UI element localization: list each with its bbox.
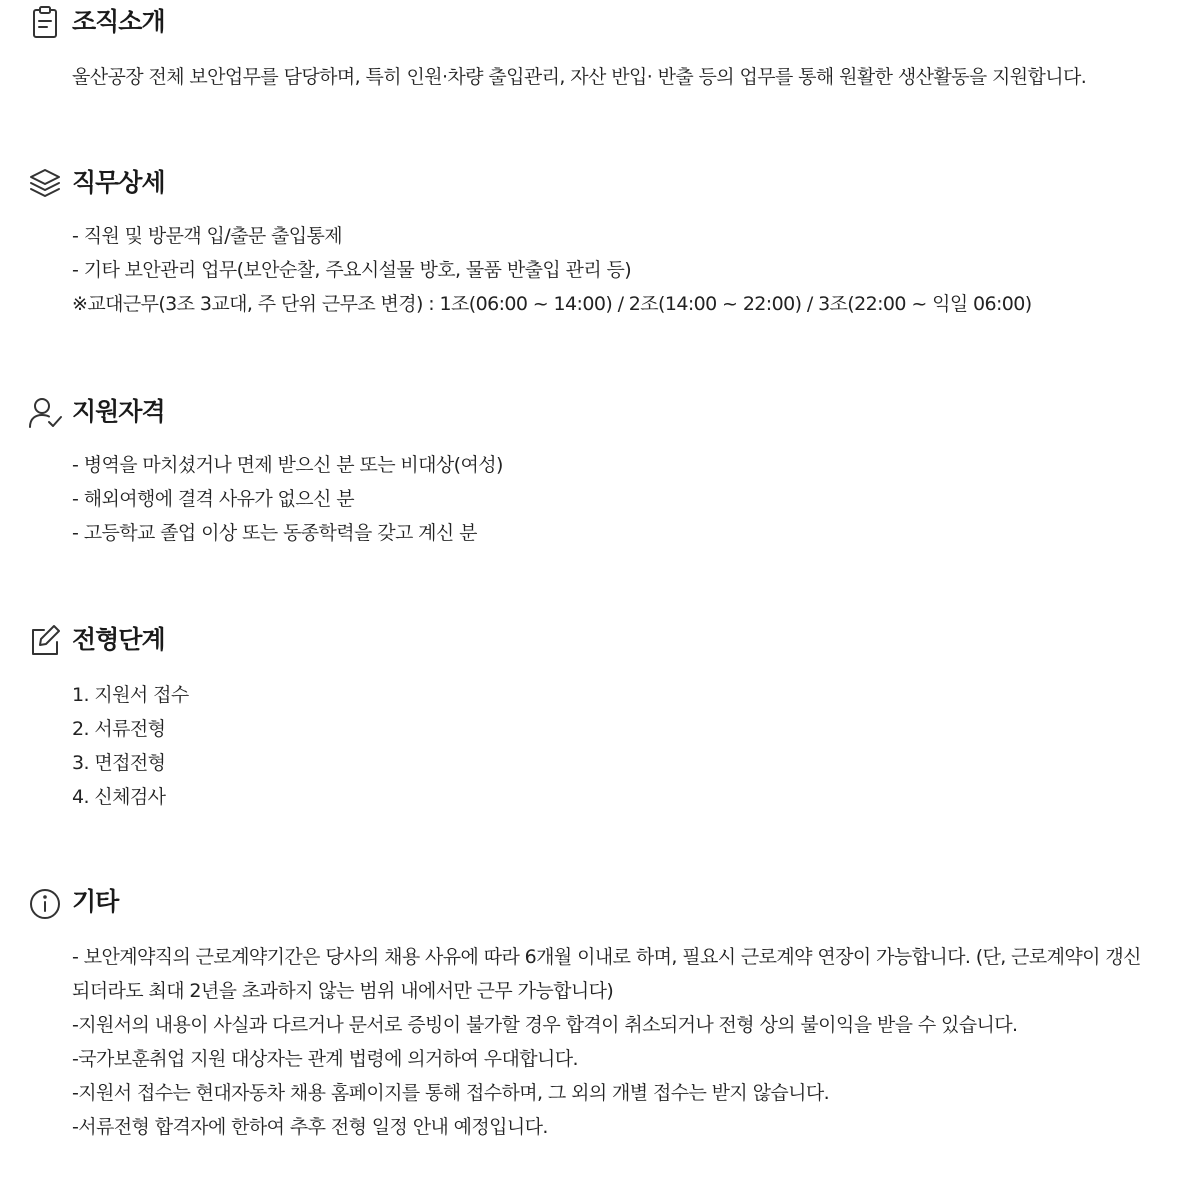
layers-icon <box>27 165 63 201</box>
section-header <box>0 163 1177 203</box>
body-line: - 기타 보안관리 업무(보안순찰, 주요시설물 방호, 물품 반출입 관리 등) <box>72 259 632 281</box>
body-line: - 해외여행에 결격 사유가 없으신 분 <box>72 488 355 510</box>
step-item: 2. 서류전형 <box>72 718 166 740</box>
edit-icon <box>27 622 63 658</box>
section-body <box>72 219 1157 321</box>
section-body <box>72 448 1157 550</box>
section-header <box>0 392 1177 432</box>
section-body <box>72 678 1157 814</box>
body-line: 울산공장 전체 보안업무를 담당하며, 특히 인원·차량 출입관리, 자산 반입· 반출 등의 업무를 통해 원활한 생산활동을 지원합니다. <box>72 66 1087 88</box>
section-header <box>0 882 1177 922</box>
section-header <box>0 620 1177 660</box>
section-qualification <box>0 392 1177 544</box>
section-body <box>72 940 1142 1144</box>
clipboard-icon <box>27 4 63 40</box>
step-item: 1. 지원서 접수 <box>72 684 189 706</box>
step-item: 3. 면접전형 <box>72 752 166 774</box>
body-line: -서류전형 합격자에 한하여 추후 전형 일정 안내 예정입니다. <box>72 1116 548 1138</box>
body-line: - 고등학교 졸업 이상 또는 동종학력을 갖고 계신 분 <box>72 522 477 544</box>
section-body <box>72 60 1157 94</box>
section-job-detail <box>0 163 1177 315</box>
section-etc <box>0 882 1177 1138</box>
section-header <box>0 2 1177 42</box>
body-line: - 직원 및 방문객 입/출문 출입통제 <box>72 225 343 247</box>
body-line: -지원서의 내용이 사실과 다르거나 문서로 증빙이 불가할 경우 합격이 취소되거나 전형 상의 불이익을 받을 수 있습니다. <box>72 1014 1018 1036</box>
body-line: -국가보훈취업 지원 대상자는 관계 법령에 의거하여 우대합니다. <box>72 1048 578 1070</box>
section-organization <box>0 2 1177 88</box>
section-title: 조직소개 <box>72 7 165 36</box>
info-icon <box>27 884 63 920</box>
body-line: - 병역을 마치셨거나 면제 받으신 분 또는 비대상(여성) <box>72 454 503 476</box>
section-title: 전형단계 <box>72 625 165 654</box>
step-item: 4. 신체검사 <box>72 786 166 808</box>
section-title: 직무상세 <box>72 168 165 197</box>
section-title: 지원자격 <box>72 397 165 426</box>
section-selection-steps <box>0 620 1177 808</box>
body-paragraph: - 보안계약직의 근로계약기간은 당사의 채용 사유에 따라 6개월 이내로 하며, 필요시 근로계약 연장이 가능합니다. (단, 근로계약이 갱신되더라도 최대 2년을 초과하지 않는 범위 내에서만 근무 가능합니다) <box>72 946 1141 1002</box>
body-line: ※교대근무(3조 3교대, 주 단위 근무조 변경) : 1조(06:00 ~ 14:00) / 2조(14:00 ~ 22:00) / 3조(22:00 ~ 익일 06:00) <box>72 293 1032 315</box>
body-line: -지원서 접수는 현대자동차 채용 홈페이지를 통해 접수하며, 그 외의 개별 접수는 받지 않습니다. <box>72 1082 830 1104</box>
section-title: 기타 <box>72 887 119 916</box>
user-check-icon <box>27 394 63 430</box>
